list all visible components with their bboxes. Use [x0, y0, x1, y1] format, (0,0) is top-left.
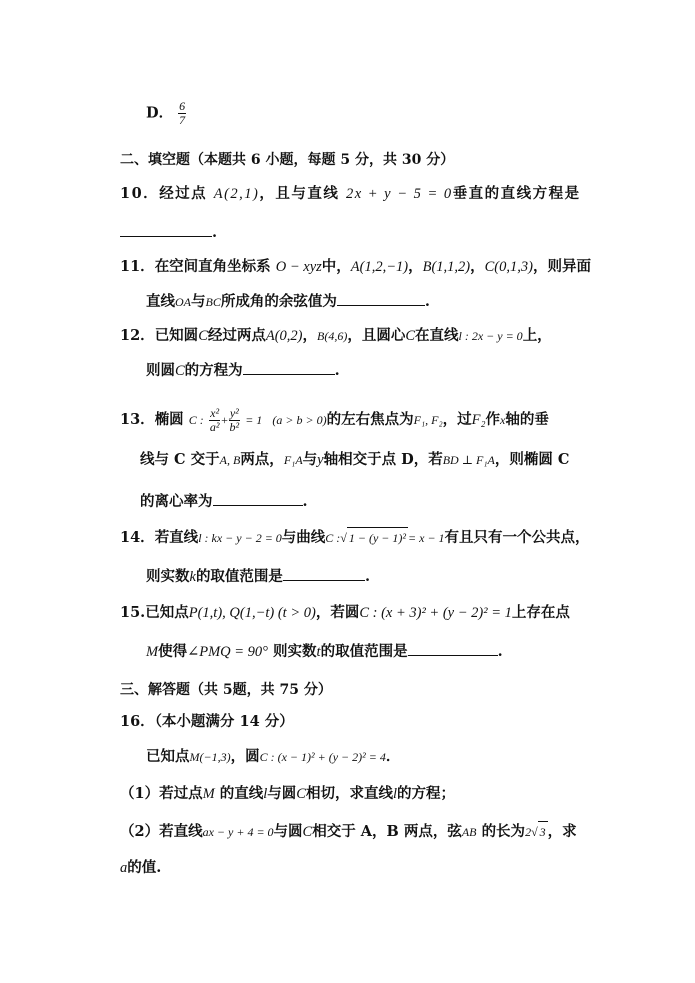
- option-d: [146, 100, 186, 127]
- answer-blank-11[interactable]: [337, 291, 425, 306]
- fraction-x2-a2: $\frac{\text{x²}}{\text{a²}}$: [209, 405, 220, 434]
- question-13-line-3: 的离心率为 .: [140, 493, 308, 510]
- question-16-part-2-cont: a的值.: [120, 859, 162, 876]
- section-2-title: 二、填空题（本题共 6 小题，每题 5 分，共 30 分）: [120, 152, 455, 168]
- answer-blank-10[interactable]: [120, 222, 212, 237]
- question-13: 13．椭圆 C : $\frac{\text{x²}}{\text{a²}}$ + $\frac{\text{y²}}{\text{b²}}$ = 1 (a > b > 0)的左右焦点为F₁, F₂，过F₂作x轴的垂: [120, 405, 549, 434]
- question-16-part-1: （1）若过点M 的直线l与圆C相切，求直线l的方程；: [120, 785, 455, 802]
- question-14: 14．若直线l : kx − y − 2 = 0与曲线C :√ 1 − (y − 1)² = x − 1有且只有一个公共点，: [120, 529, 590, 546]
- option-d-label: D．: [146, 104, 174, 122]
- question-12-line-2: 则圆C的方程为 .: [146, 362, 340, 379]
- question-10-answer-line: .: [120, 222, 217, 243]
- question-15-line-2: M使得∠PMQ = 90° 则实数t的取值范围是 .: [146, 643, 503, 660]
- question-16-part-2: （2）若直线ax − y + 4 = 0与圆C相交于 A，B 两点，弦AB 的长为2√ 3 ，求: [120, 823, 577, 840]
- question-12: 12．已知圆C经过两点A(0,2)，B(4,6)，且圆心C在直线l : 2x − y = 0上，: [120, 327, 552, 344]
- question-11: 11．在空间直角坐标系 O − xyz中，A(1,2,−1)，B(1,1,2)，C(0,1,3)，则异面: [120, 258, 591, 275]
- question-16-stem: 已知点M(−1,3)，圆C : (x − 1)² + (y − 2)² = 4．: [146, 748, 401, 765]
- fraction-6-7: $\frac{6}{7}$: [179, 99, 186, 127]
- fraction-y2-b2: $\frac{\text{y²}}{\text{b²}}$: [229, 405, 240, 434]
- sqrt-expression: 1 − (y − 1)²: [347, 527, 408, 548]
- answer-blank-14[interactable]: [283, 566, 365, 581]
- question-11-line-2: 直线OA与BC所成角的余弦值为 .: [146, 293, 430, 310]
- question-16-heading: 16．（本小题满分 14 分）: [120, 713, 294, 730]
- question-14-line-2: 则实数k的取值范围是 .: [146, 568, 370, 585]
- answer-blank-13[interactable]: [213, 491, 303, 506]
- answer-blank-12[interactable]: [243, 360, 335, 375]
- section-3-title: 三、解答题（共 5题，共 75 分）: [120, 682, 332, 698]
- question-13-line-2: 线与 C 交于A, B两点，F₁A与y轴相交于点 D，若BD ⊥ F₁A，则椭圆 C: [140, 451, 570, 468]
- question-10: 10．经过点 A(2,1)，且与直线 2x + y − 5 = 0垂直的直线方程是: [120, 185, 581, 202]
- sqrt-3: 3: [538, 821, 548, 842]
- question-15: 15.已知点P(1,t), Q(1,−t) (t > 0)，若圆C : (x + 3)² + (y − 2)² = 1上存在点: [120, 604, 570, 621]
- answer-blank-15[interactable]: [408, 641, 498, 656]
